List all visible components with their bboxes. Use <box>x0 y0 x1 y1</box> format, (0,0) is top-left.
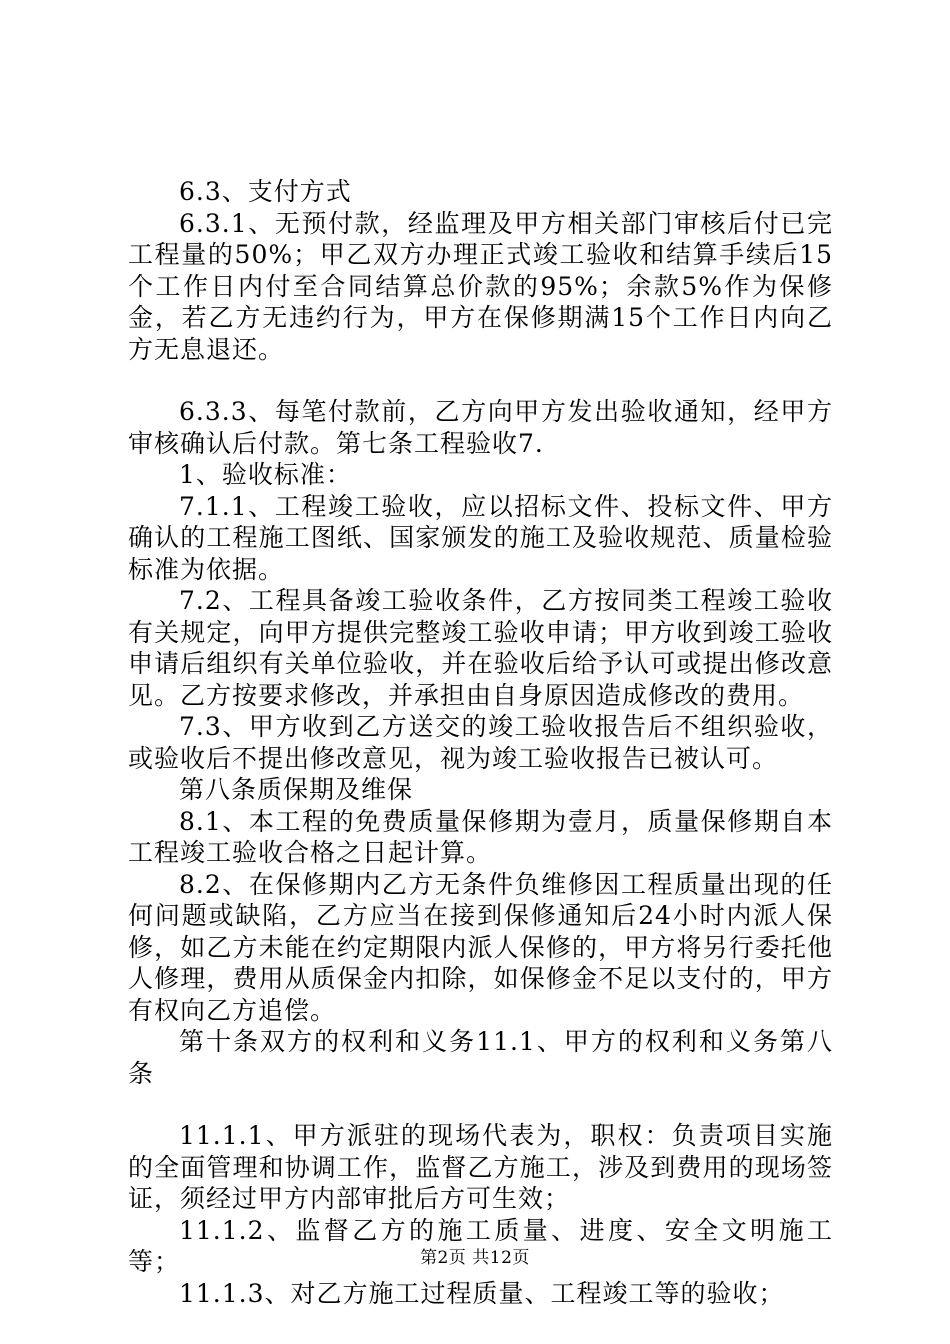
paragraph-article-10-heading: 第十条双方的权利和义务11.1、甲方的权利和义务第八条 <box>128 1027 833 1088</box>
paragraph-7-3: 7.3、甲方收到乙方送交的竣工验收报告后不组织验收，或验收后不提出修改意见，视为竣工验收报告已被认可。 <box>128 712 833 773</box>
paragraph-8-2: 8.2、在保修期内乙方无条件负维修因工程质量出现的任何问题或缺陷，乙方应当在接到保修通知后24小时内派人保修，如乙方未能在约定期限内派人保修的，甲方将另行委托他人修理，费用从质保金内扣除，如保修金不足以支付的，甲方有权向乙方追偿。 <box>128 869 833 1025</box>
paragraph-11-1-3: 11.1.3、对乙方施工过程质量、工程竣工等的验收； <box>179 1278 785 1308</box>
paragraph-6-3-3: 6.3.3、每笔付款前，乙方向甲方发出验收通知，经甲方审核确认后付款。第七条工程验收7. <box>128 397 833 458</box>
paragraph-7-1-1: 7.1.1、工程竣工验收，应以招标文件、投标文件、甲方确认的工程施工图纸、国家颁发的施工及验收规范、质量检验标准为依据。 <box>128 491 833 584</box>
page-footer: 第2页 共12页 <box>420 1248 530 1268</box>
paragraph-11-1-1: 11.1.1、甲方派驻的现场代表为，职权：负责项目实施的全面管理和协调工作，监督乙方施工，涉及到费用的现场签证，须经过甲方内部审批后方可生效； <box>128 1121 833 1213</box>
paragraph-spacer <box>128 1089 833 1120</box>
paragraph-article-8-heading: 第八条质保期及维保 <box>179 775 414 804</box>
document-body <box>128 176 833 1309</box>
paragraph-7-2: 7.2、工程具备竣工验收条件，乙方按同类工程竣工验收有关规定，向甲方提供完整竣工验收申请；甲方收到竣工验收申请后组织有关单位验收，并在验收后给予认可或提出修改意见。乙方按要求修改，并承担由自身原因造成修改的费用。 <box>128 586 833 710</box>
paragraph-6-3-1: 6.3.1、无预付款，经监理及甲方相关部门审核后付已完工程量的50%；甲乙双方办理正式竣工验收和结算手续后15个工作日内付至合同结算总价款的95%；余款5%作为保修金，若乙方无违约行为，甲方在保修期满15个工作日内向乙方无息退还。 <box>128 208 833 364</box>
paragraph-11-1-2: 11.1.2、监督乙方的施工质量、进度、安全文明施工等； <box>128 1215 833 1276</box>
paragraph-spacer <box>128 365 833 396</box>
paragraph-acceptance-standard: 1、验收标准： <box>179 460 352 489</box>
paragraph-8-1: 8.1、本工程的免费质量保修期为壹月，质量保修期自本工程竣工验收合格之日起计算。 <box>128 806 833 867</box>
paragraph-6-3-heading: 6.3、支付方式 <box>179 177 352 206</box>
